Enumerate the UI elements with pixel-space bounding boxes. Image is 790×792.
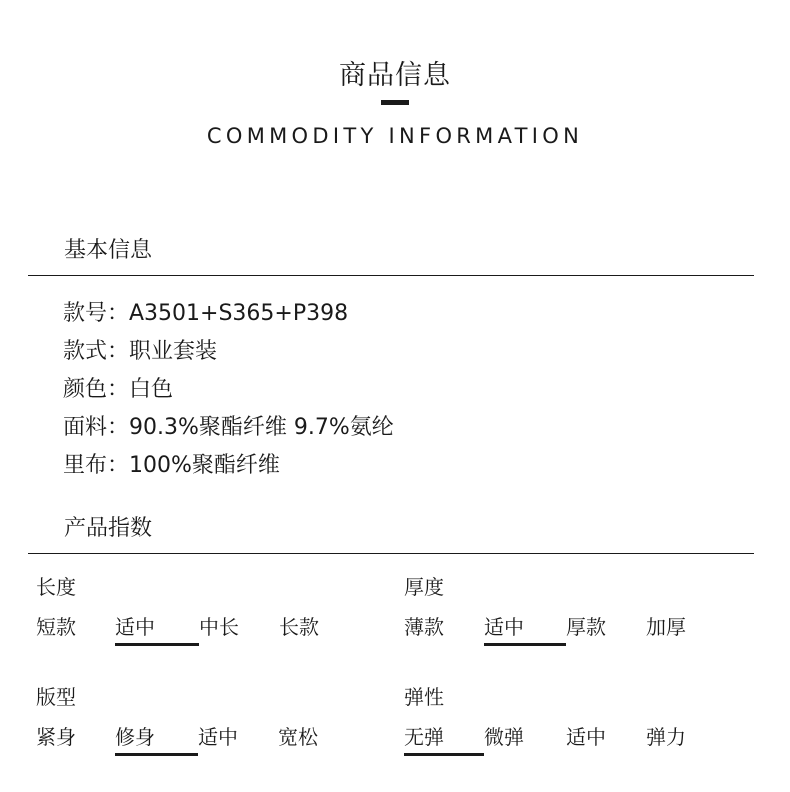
info-style-number: 款号：A3501+S365+P398 [63,301,349,326]
title-underline-bar [381,100,409,105]
fit-option-selected: 修身 [115,721,198,750]
page-title: 商品信息 [339,60,451,91]
thickness-options [404,611,686,640]
length-option: 中长 [199,615,239,639]
length-option-selected: 适中 [115,611,199,640]
length-title: 长度 [36,575,76,599]
thickness-title: 厚度 [404,575,444,599]
thickness-option: 厚款 [566,615,606,639]
length-option: 短款 [36,615,76,639]
thickness-option: 加厚 [646,615,686,639]
thickness-option-selected: 适中 [484,611,566,640]
length-options [36,611,319,640]
info-color: 颜色：白色 [63,377,174,402]
thickness-option: 薄款 [404,615,444,639]
product-index-heading: 产品指数 [64,516,153,541]
basic-info-heading: 基本信息 [64,238,153,263]
elasticity-option: 微弹 [484,725,524,749]
fit-options [36,721,318,750]
product-index-divider [28,553,754,554]
info-lining: 里布：100%聚酯纤维 [63,453,280,478]
elasticity-option: 弹力 [646,725,686,749]
fit-option: 紧身 [36,725,76,749]
info-fabric: 面料：90.3%聚酯纤维 9.7%氨纶 [63,415,394,440]
elasticity-option-selected: 无弹 [404,721,484,750]
fit-option: 适中 [198,725,238,749]
basic-info-divider [28,275,754,276]
length-option: 长款 [279,615,319,639]
info-style-type: 款式：职业套装 [63,339,218,364]
elasticity-options [404,721,686,750]
elasticity-option: 适中 [566,725,606,749]
fit-option: 宽松 [278,725,318,749]
page-subtitle: COMMODITY INFORMATION [206,124,584,148]
fit-title: 版型 [36,685,76,709]
elasticity-title: 弹性 [404,685,444,709]
